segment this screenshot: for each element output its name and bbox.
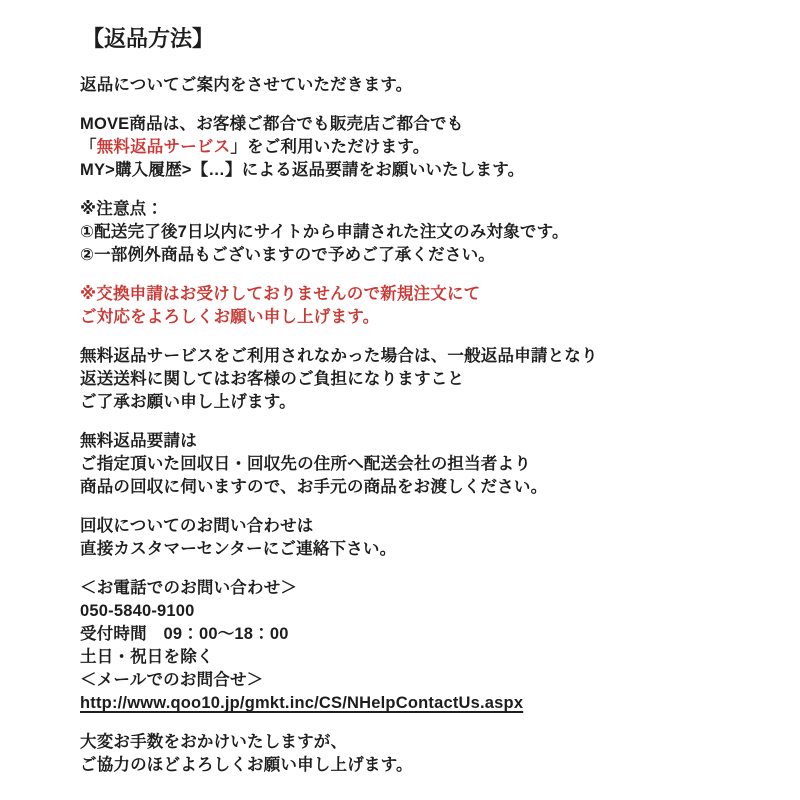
closing-paragraph: [80, 731, 744, 777]
general-return-line-1: 無料返品サービスをご利用されなかった場合は、一般返品申請となり: [80, 347, 598, 365]
exchange-warning-line-2: ご対応をよろしくお願い申し上げます。: [80, 308, 380, 326]
free-return-line-2: [80, 136, 744, 159]
closing-line-1: 大変お手数をおかけいたしますが、: [80, 733, 348, 751]
note-item-1: ①配送完了後7日以内にサイトから申請された注文のみ対象です。: [80, 223, 569, 241]
free-return-request-line-3: 商品の回収に伺いますので、お手元の商品をお渡しください。: [80, 478, 548, 496]
page-title: 【返品方法】: [82, 26, 215, 51]
closing-line-2: ご協力のほどよろしくお願い申し上げます。: [80, 756, 413, 774]
intro-line: 返品についてご案内をさせていただきます。: [80, 76, 413, 94]
phone-contact-heading: ＜お電話でのお問い合わせ＞: [80, 579, 298, 597]
general-return-line-2: 返送送料に関してはお客様のご負担になりますこと: [80, 370, 465, 388]
free-return-line-2-suffix: 」をご利用いただけます。: [230, 138, 430, 156]
pickup-contact-paragraph: [80, 515, 744, 561]
general-return-line-3: ご了承お願い申し上げます。: [80, 393, 296, 411]
intro-paragraph: [80, 74, 744, 97]
bracket-open: 「: [80, 138, 97, 156]
note-item-2: ②一部例外商品もございますので予めご了承ください。: [80, 246, 495, 264]
phone-number: 050-5840-9100: [80, 602, 195, 620]
exchange-warning-line-1: ※交換申請はお受けしておりませんので新規注文にて: [80, 285, 481, 303]
closed-days: 土日・祝日を除く: [80, 648, 214, 666]
notes-paragraph: [80, 198, 744, 267]
free-return-request-line-1: 無料返品要請は: [80, 432, 197, 450]
reception-hours: 受付時間 09：00〜18：00: [80, 625, 289, 643]
free-return-request-paragraph: [80, 430, 744, 499]
free-return-request-line-2: ご指定頂いた回収日・回収先の住所へ配送会社の担当者より: [80, 455, 531, 473]
contact-url-link[interactable]: http://www.qoo10.jp/gmkt.inc/CS/NHelpContactUs.aspx: [80, 694, 524, 712]
general-return-paragraph: [80, 345, 744, 414]
free-return-line-3: MY>購入履歴>【…】による返品要請をお願いいたします。: [80, 161, 525, 179]
free-return-line-1: MOVE商品は、お客様ご都合でも販売店ご都合でも: [80, 115, 464, 133]
contact-block: [80, 577, 744, 715]
notes-heading: ※注意点：: [80, 200, 164, 218]
exchange-warning-paragraph: [80, 283, 744, 329]
pickup-contact-line-2: 直接カスタマーセンターにご連絡下さい。: [80, 540, 397, 558]
mail-contact-heading: ＜メールでのお問合せ＞: [80, 671, 264, 689]
pickup-contact-line-1: 回収についてのお問い合わせは: [80, 517, 314, 535]
free-return-paragraph: [80, 113, 744, 182]
free-return-service-highlight: 無料返品サービス: [96, 138, 231, 156]
